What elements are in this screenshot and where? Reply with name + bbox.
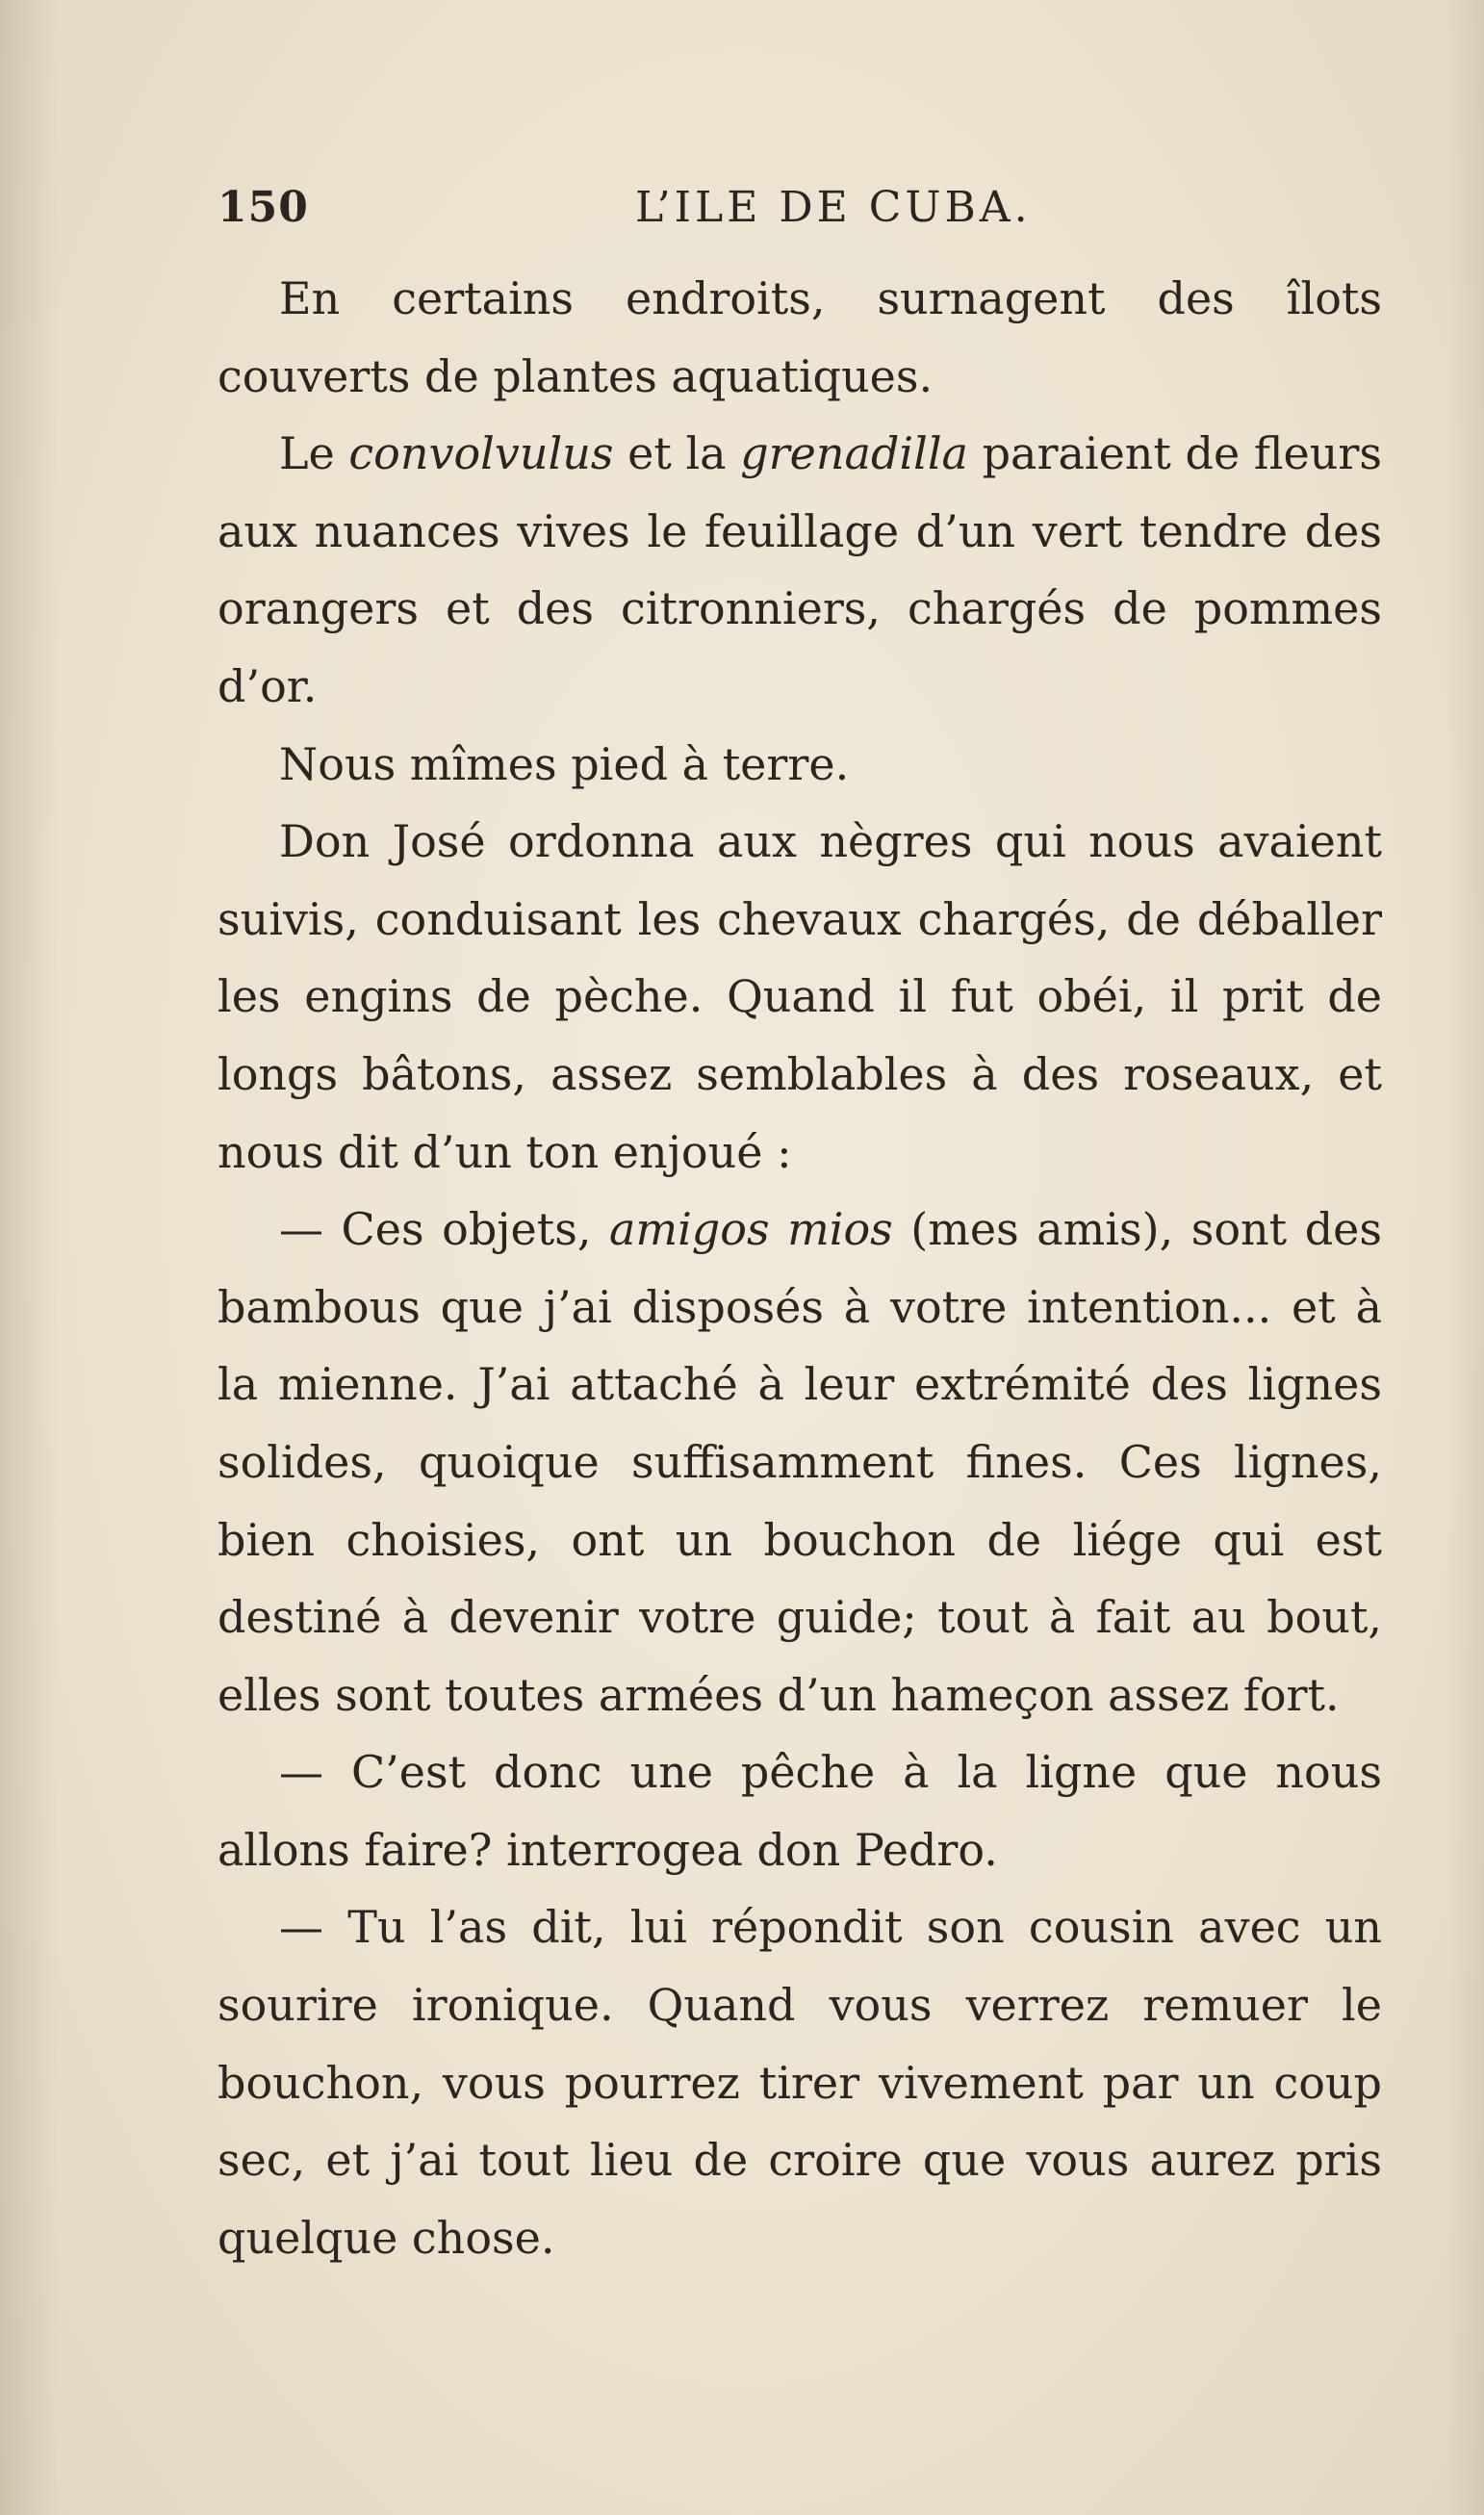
text-run: et la — [613, 427, 741, 480]
spine-shadow — [0, 0, 58, 2515]
paragraph — [217, 1191, 1382, 1733]
text-run: — Ces objets, — [279, 1203, 610, 1256]
italic-term: grenadilla — [740, 427, 968, 480]
italic-term: amigos mios — [609, 1203, 893, 1256]
paragraph: Nous mîmes pied à terre. — [279, 737, 850, 790]
page-edge-shadow — [1446, 0, 1484, 2515]
paragraph — [217, 415, 1382, 725]
page-header — [217, 183, 1382, 241]
text-run: (mes amis), sont des bambous que j’ai disposés à votre intention... et à la mienne. J’ai attaché à leur extrémité des lignes solides, quoique suffisamment fines. Ces lignes, bien choisies, ont un bouchon de liége qui est destiné à devenir votre guide; tout à fait au bout, elles sont toutes armées d’un hameçon assez fort. — [217, 1203, 1382, 1721]
text-run: Le — [279, 427, 349, 480]
paragraph: — C’est donc une pêche à la ligne que nous allons faire? interrogea don Pedro. — [217, 1746, 1382, 1876]
paragraph: Don José ordonna aux nègres qui nous avaient suivis, conduisant les chevaux chargés, de déballer les engins de pèche. Quand il fut obéi, il prit de longs bâtons, assez semblables à des roseaux, et nous dit d’un ton enjoué : — [217, 815, 1382, 1178]
paragraph: En certains endroits, surnagent des îlots couverts de plantes aquatiques. — [217, 272, 1382, 402]
italic-term: convolvulus — [348, 427, 614, 480]
paragraph: — Tu l’as dit, lui répondit son cousin avec un sourire ironique. Quand vous verrez remuer le bouchon, vous pourrez tirer vivement par un coup sec, et j’ai tout lieu de croire que vous aurez pris quelque chose. — [217, 1901, 1382, 2264]
text-run: paraient de fleurs aux nuances vives le feuillage d’un vert tendre des orangers et des citronniers, chargés de pommes d’or. — [217, 427, 1382, 712]
body-text — [217, 260, 1382, 2276]
running-head: L’ILE DE CUBA. — [635, 183, 1032, 232]
page-number: 150 — [217, 183, 309, 232]
